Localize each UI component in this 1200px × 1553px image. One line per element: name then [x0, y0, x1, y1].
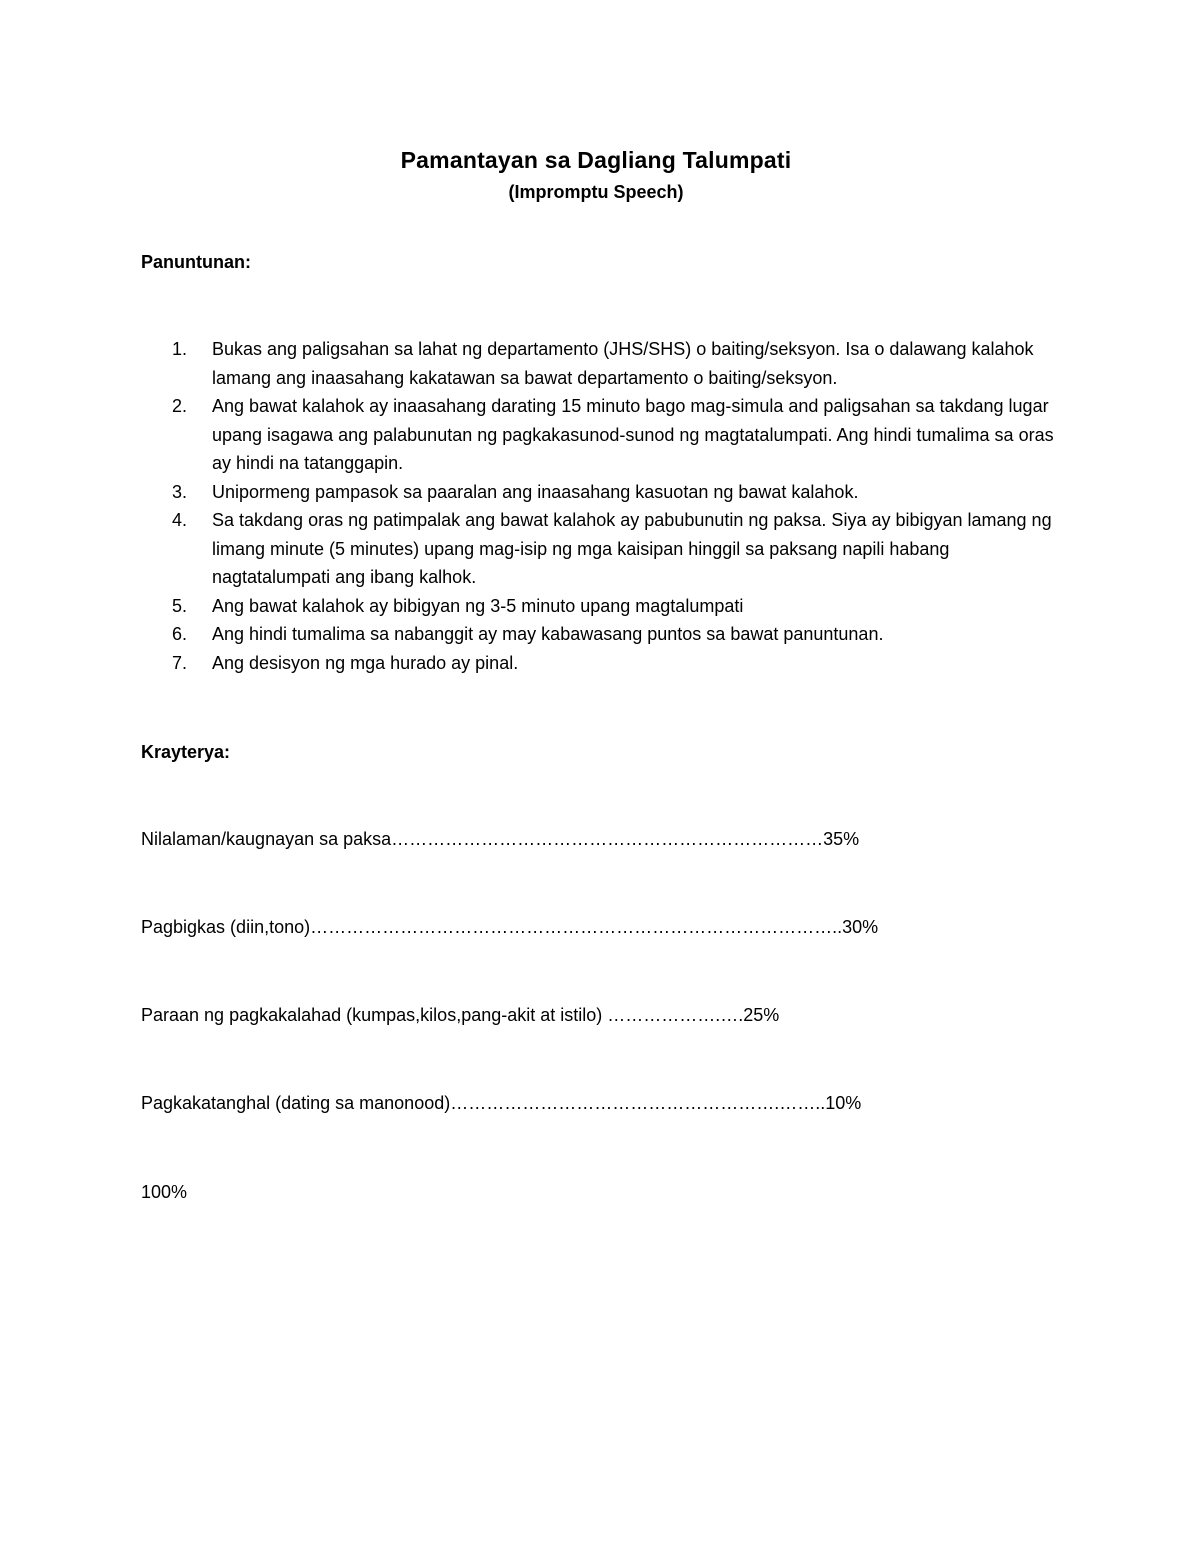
rule-number: 7. — [172, 652, 188, 673]
rule-text: Ang hindi tumalima sa nabanggit ay may kabawasang puntos sa bawat panuntunan. — [212, 624, 884, 644]
criteria-heading: Krayterya: — [141, 742, 231, 762]
rule-item — [141, 620, 1061, 649]
rule-number: 6. — [172, 624, 188, 644]
rule-number: 4. — [172, 510, 188, 530]
rule-item — [141, 335, 1061, 392]
rules-list — [141, 335, 1061, 677]
rule-number: 3. — [172, 481, 188, 502]
criteria-line: Paraan ng pagkakalahad (kumpas,kilos,pang-akit at istilo) ……………….….25% — [141, 1005, 780, 1025]
criteria-line: Pagkakatanghal (dating sa manonood)……………………………………………….……..10% — [141, 1093, 862, 1113]
rule-text: Ang bawat kalahok ay inaasahang darating 15 minuto bago mag-simula and paligsahan sa takdang lugar upang isagawa ang palabunutan ng pagkakasunod-sunod ng magtatalumpati. Ang hindi tumalima sa oras ay hindi na tatanggapin. — [212, 396, 1054, 473]
rule-item — [141, 592, 1061, 621]
rule-number: 1. — [172, 339, 188, 359]
rule-item — [141, 478, 1061, 507]
rule-number: 2. — [172, 396, 188, 416]
rule-text: Bukas ang paligsahan sa lahat ng departamento (JHS/SHS) o baiting/seksyon. Isa o dalawang kalahok lamang ang inaasahang kakatawan sa bawat departamento o baiting/seksyon. — [212, 339, 1034, 388]
rule-text: Ang desisyon ng mga hurado ay pinal. — [212, 652, 519, 673]
criteria-total: 100% — [141, 1182, 188, 1202]
rule-item — [141, 392, 1061, 478]
rule-text: Unipormeng pampasok sa paaralan ang inaasahang kasuotan ng bawat kalahok. — [212, 481, 859, 502]
rule-text: Ang bawat kalahok ay bibigyan ng 3-5 minuto upang magtalumpati — [212, 595, 744, 616]
rule-item — [141, 649, 1061, 678]
document-subtitle: (Impromptu Speech) — [508, 182, 684, 202]
rules-heading: Panuntunan: — [141, 252, 251, 272]
document-title: Pamantayan sa Dagliang Talumpati — [400, 147, 792, 173]
rule-number: 5. — [172, 595, 188, 616]
criteria-line: Nilalaman/kaugnayan sa paksa………………………………………………………………35% — [141, 829, 860, 849]
rule-item — [141, 506, 1061, 592]
rule-text: Sa takdang oras ng patimpalak ang bawat kalahok ay pabubunutin ng paksa. Siya ay bibigyan lamang ng limang minute (5 minutes) upang mag-isip ng mga kaisipan hinggil sa paksang napili habang nagtatalumpati ang ibang kalhok. — [212, 510, 1052, 587]
criteria-line: Pagbigkas (diin,tono)……………………………………………………………………………..30% — [141, 917, 879, 937]
